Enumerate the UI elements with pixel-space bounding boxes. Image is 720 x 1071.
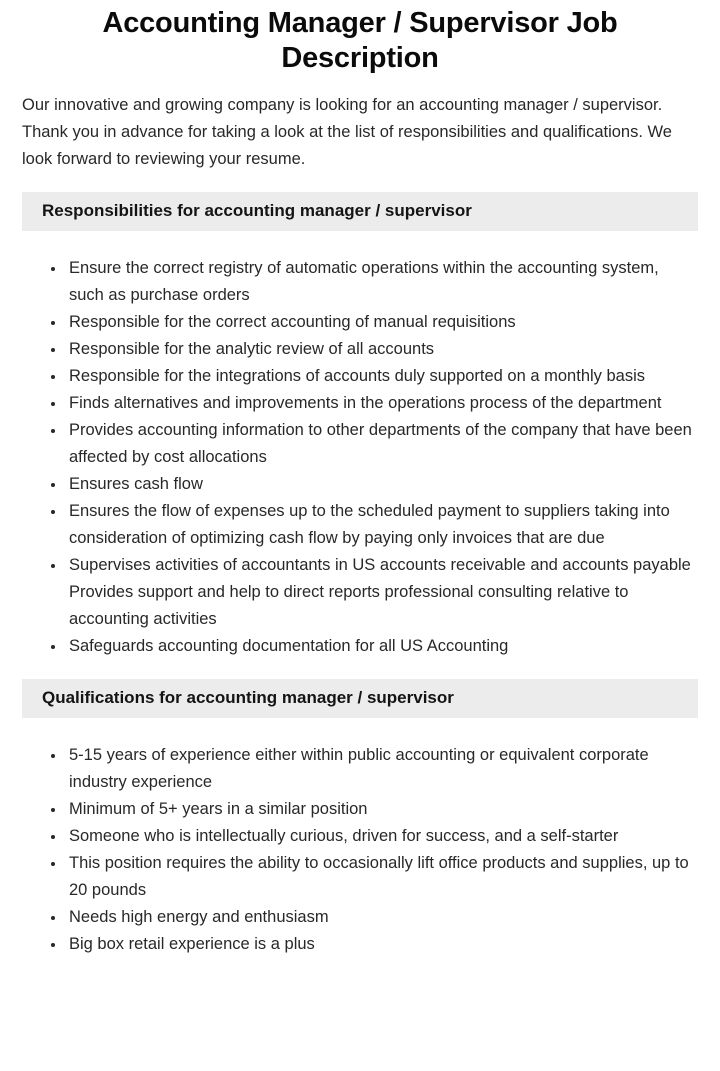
list-item: • Minimum of 5+ years in a similar position	[66, 796, 698, 823]
list-item: • Needs high energy and enthusiasm	[66, 904, 698, 931]
list-item: • Supervises activities of accountants in US accounts receivable and accounts payable Provides support and help to direct reports professional consulting relative to accounting activities	[66, 552, 698, 633]
intro-paragraph: Our innovative and growing company is looking for an accounting manager / supervisor. Thank you in advance for taking a look at the list of responsibilities and qualifications. We look forward to reviewing your resume.	[22, 96, 672, 168]
qualifications-section-heading: Qualifications for accounting manager / supervisor	[22, 679, 698, 718]
list-item: • Responsible for the analytic review of all accounts	[66, 336, 698, 363]
responsibilities-list	[22, 255, 698, 660]
job-description-page	[0, 6, 720, 1071]
list-item: • Finds alternatives and improvements in the operations process of the department	[66, 390, 698, 417]
list-item: • Responsible for the correct accounting of manual requisitions	[66, 309, 698, 336]
section-qualifications	[22, 679, 698, 958]
list-item: • Safeguards accounting documentation for all US Accounting	[66, 633, 698, 660]
list-item: • Responsible for the integrations of accounts duly supported on a monthly basis	[66, 363, 698, 390]
list-item: • Someone who is intellectually curious, driven for success, and a self-starter	[66, 823, 698, 850]
page-title: Accounting Manager / Supervisor Job Description	[102, 7, 618, 74]
list-item: • Big box retail experience is a plus	[66, 931, 698, 958]
list-item: • Ensure the correct registry of automatic operations within the accounting system, such as purchase orders	[66, 255, 698, 309]
list-item: • 5-15 years of experience either within public accounting or equivalent corporate industry experience	[66, 742, 698, 796]
list-item: • This position requires the ability to occasionally lift office products and supplies, up to 20 pounds	[66, 850, 698, 904]
list-item: • Provides accounting information to other departments of the company that have been affected by cost allocations	[66, 417, 698, 471]
section-responsibilities	[22, 192, 698, 660]
qualifications-list	[22, 742, 698, 958]
responsibilities-section-heading: Responsibilities for accounting manager / supervisor	[22, 192, 698, 231]
list-item: • Ensures cash flow	[66, 471, 698, 498]
list-item: • Ensures the flow of expenses up to the scheduled payment to suppliers taking into consideration of optimizing cash flow by paying only invoices that are due	[66, 498, 698, 552]
